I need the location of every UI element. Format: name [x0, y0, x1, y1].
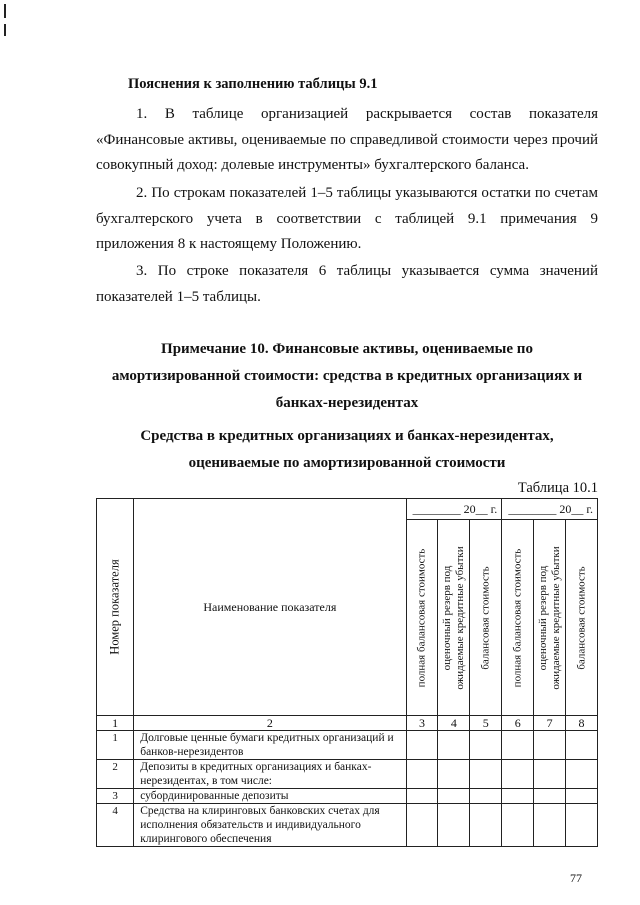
data-table [96, 498, 598, 847]
note-title: Примечание 10. Финансовые активы, оцениваемые по амортизированной стоимости: средства в кредитных организациях и банках-нерезидентах [111, 341, 583, 411]
value-cell [534, 789, 566, 804]
value-cell [406, 789, 438, 804]
header-full-value-1: полная балансовая стоимость [406, 520, 438, 716]
header-number: Номер показателя [97, 499, 134, 716]
value-cell [502, 789, 534, 804]
value-cell [566, 760, 598, 789]
value-cell [438, 760, 470, 789]
value-cell [566, 731, 598, 760]
header-name: Наименование показателя [134, 499, 406, 716]
value-cell [406, 804, 438, 847]
row-label: Долговые ценные бумаги кредитных организаций и банков-нерезидентов [134, 731, 406, 760]
header-year-2: ________ 20__ г. [502, 499, 598, 520]
value-cell [406, 731, 438, 760]
header-reserve-1: оценочный резерв под ожидаемые кредитные убытки [438, 520, 470, 716]
column-number: 7 [534, 716, 566, 731]
column-number: 3 [406, 716, 438, 731]
page-number: 77 [570, 871, 582, 885]
paragraph-3: 3. По строке показателя 6 таблицы указывается сумма значений показателей 1–5 таблицы. [96, 263, 598, 305]
value-cell [470, 731, 502, 760]
column-number: 4 [438, 716, 470, 731]
value-cell [502, 760, 534, 789]
value-cell [534, 804, 566, 847]
column-number: 1 [97, 716, 134, 731]
header-full-value-2: полная балансовая стоимость [502, 520, 534, 716]
page-edge-mark [4, 4, 6, 18]
column-number: 6 [502, 716, 534, 731]
row-label: субординированные депозиты [134, 789, 406, 804]
value-cell [470, 804, 502, 847]
table-label: Таблица 10.1 [517, 480, 598, 496]
row-number: 3 [97, 789, 134, 804]
value-cell [470, 789, 502, 804]
row-label: Депозиты в кредитных организациях и банках-нерезидентах, в том числе: [134, 760, 406, 789]
value-cell [502, 731, 534, 760]
value-cell [438, 789, 470, 804]
table-row [97, 731, 598, 760]
value-cell [534, 731, 566, 760]
paragraph-2: 2. По строкам показателей 1–5 таблицы указываются остатки по счетам бухгалтерского учета в соответствии с таблицей 9.1 примечания 9 приложения 8 к настоящему Положению. [96, 185, 598, 252]
header-balance-1: балансовая стоимость [470, 520, 502, 716]
value-cell [566, 789, 598, 804]
value-cell [438, 731, 470, 760]
header-balance-2: балансовая стоимость [566, 520, 598, 716]
paragraph-1: 1. В таблице организацией раскрывается состав показателя «Финансовые активы, оцениваемые по справедливой стоимости через прочий совокупный доход: долевые инструменты» бухгалтерского баланса. [96, 106, 598, 173]
column-number: 8 [566, 716, 598, 731]
value-cell [406, 760, 438, 789]
column-number-row [97, 716, 598, 731]
column-number: 2 [134, 716, 406, 731]
value-cell [502, 804, 534, 847]
value-cell [566, 804, 598, 847]
value-cell [534, 760, 566, 789]
page-edge-mark [4, 24, 6, 36]
row-number: 4 [97, 804, 134, 847]
row-label: Средства на клиринговых банковских счетах для исполнения обязательств и индивидуального клирингового обеспечения [134, 804, 406, 847]
header-reserve-2: оценочный резерв под ожидаемые кредитные убытки [534, 520, 566, 716]
header-year-1: ________ 20__ г. [406, 499, 502, 520]
row-number: 1 [97, 731, 134, 760]
column-number: 5 [470, 716, 502, 731]
table-row [97, 760, 598, 789]
value-cell [438, 804, 470, 847]
table-row [97, 804, 598, 847]
table-row [97, 789, 598, 804]
value-cell [470, 760, 502, 789]
row-number: 2 [97, 760, 134, 789]
table-title: Средства в кредитных организациях и банках-нерезидентах, оцениваемые по амортизированной стоимости [140, 428, 554, 471]
section-heading: Пояснения к заполнению таблицы 9.1 [128, 76, 378, 92]
